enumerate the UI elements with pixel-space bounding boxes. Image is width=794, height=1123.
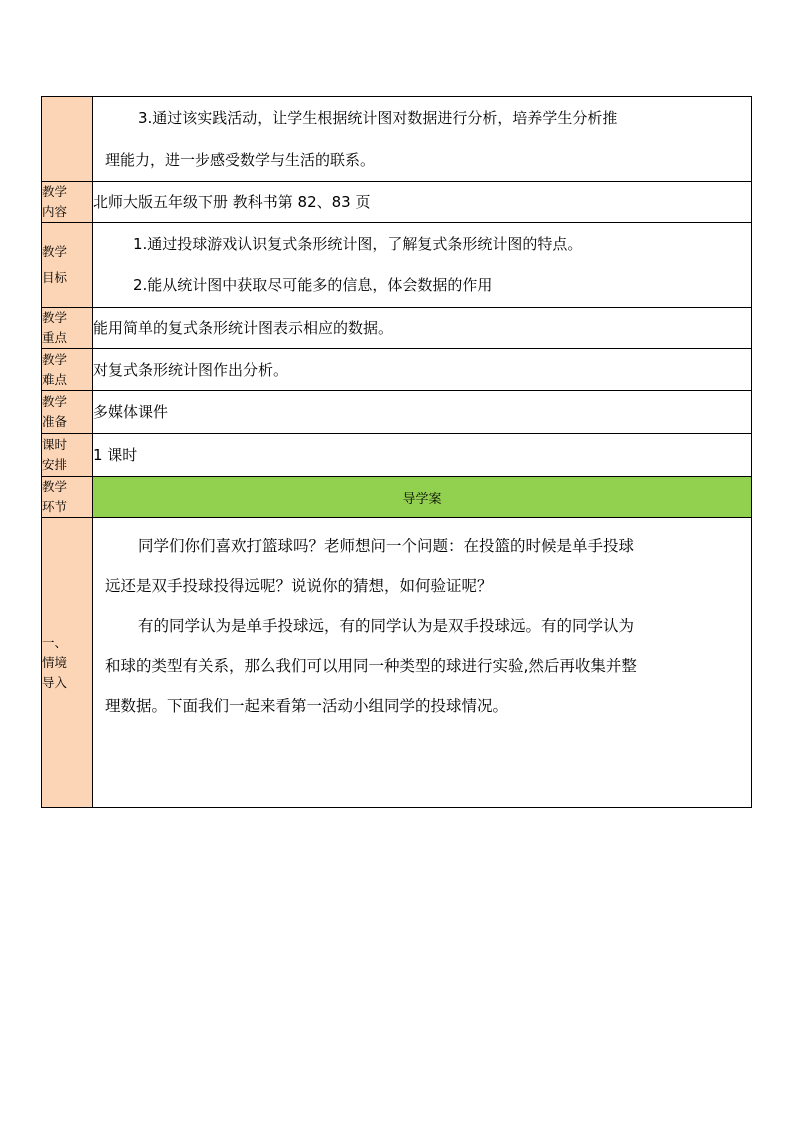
goal3-line2: 理能力，进一步感受数学与生活的联系。 [105, 151, 376, 169]
label-line2: 环节 [42, 499, 68, 514]
stage-label [42, 477, 93, 518]
label-line2: 重点 [42, 330, 68, 345]
intro-p2-line1: 有的同学认为是单手投球远，有的同学认为是双手投球远。有的同学认为 [138, 617, 635, 635]
goal-continuation-row [42, 97, 752, 182]
difficulty-label [42, 349, 93, 391]
intro-p2-line3: 理数据。下面我们一起来看第一活动小组同学的投球情况。 [105, 697, 509, 715]
lesson-plan-table [41, 96, 752, 808]
label-line2: 目标 [42, 270, 68, 285]
intro-row [42, 518, 752, 808]
teaching-goal-cell [93, 223, 752, 308]
goal-continuation-label-cell [42, 97, 93, 182]
label-line1: 一、 [42, 634, 68, 650]
label-line2: 难点 [42, 371, 68, 387]
schedule-text: 1 课时 [93, 434, 752, 477]
label-line1: 课时 [42, 437, 68, 452]
key-point-text: 能用简单的复式条形统计图表示相应的数据。 [93, 308, 752, 349]
key-point-label [42, 308, 93, 349]
goal-line1: 1.通过投球游戏认识复式条形统计图，了解复式条形统计图的特点。 [133, 235, 583, 253]
teaching-content-row [42, 182, 752, 223]
key-point-row [42, 308, 752, 349]
teaching-content-text: 北师大版五年级下册 教科书第 82、83 页 [93, 182, 752, 223]
goal-continuation-cell [93, 97, 752, 182]
preparation-label [42, 391, 93, 434]
label-line2: 安排 [42, 457, 68, 472]
label-line1: 教学 [42, 479, 68, 494]
intro-content [93, 518, 752, 808]
schedule-row [42, 434, 752, 477]
label-line2: 情境 [42, 654, 68, 670]
teaching-goal-row [42, 223, 752, 308]
label-line1: 教学 [42, 184, 68, 199]
label-line1: 教学 [42, 351, 68, 367]
guide-plan-header: 导学案 [93, 477, 752, 518]
intro-p1-line2: 远还是双手投球投得远呢？说说你的猜想，如何验证呢？ [105, 577, 493, 595]
teaching-content-label [42, 182, 93, 223]
label-line2: 准备 [42, 414, 68, 429]
label-line1: 教学 [42, 244, 68, 259]
goal-line2: 2.能从统计图中获取尽可能多的信息，体会数据的作用 [133, 276, 493, 294]
intro-p2-line2: 和球的类型有关系，那么我们可以用同一种类型的球进行实验,然后再收集并整 [105, 657, 637, 675]
label-line3: 导入 [42, 674, 68, 690]
intro-p1-line1: 同学们你们喜欢打篮球吗？老师想问一个问题：在投篮的时候是单手投球 [138, 537, 635, 555]
label-line1: 教学 [42, 394, 68, 409]
difficulty-row [42, 349, 752, 391]
intro-label [42, 518, 93, 808]
difficulty-text: 对复式条形统计图作出分析。 [93, 349, 752, 391]
preparation-text: 多媒体课件 [93, 391, 752, 434]
goal3-line1: 3.通过该实践活动，让学生根据统计图对数据进行分析，培养学生分析推 [138, 109, 618, 127]
teaching-goal-label [42, 223, 93, 308]
schedule-label [42, 434, 93, 477]
preparation-row [42, 391, 752, 434]
label-line2: 内容 [42, 204, 68, 219]
stage-row [42, 477, 752, 518]
label-line1: 教学 [42, 310, 68, 325]
